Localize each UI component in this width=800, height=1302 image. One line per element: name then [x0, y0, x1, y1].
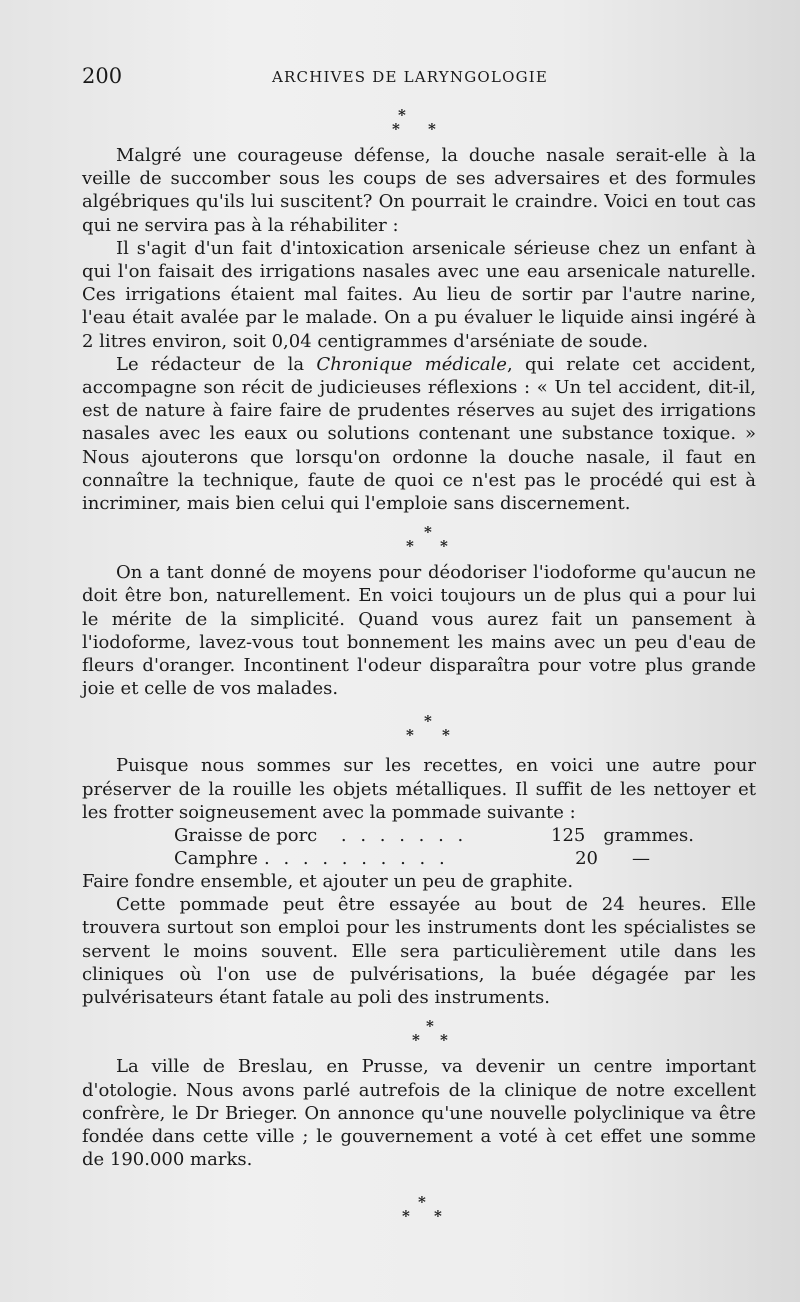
asterism-star: *	[440, 537, 448, 556]
section-recette	[82, 754, 756, 1009]
asterism-star: *	[428, 120, 436, 138]
recipe-leader-dots: . . . . . . . . . .	[264, 848, 449, 870]
section-separator	[82, 1191, 756, 1231]
asterism-star: *	[424, 523, 432, 542]
asterism-star: *	[392, 120, 400, 138]
running-title: ARCHIVES DE LARYNGOLOGIE	[272, 68, 549, 86]
recipe-row	[174, 847, 694, 870]
asterism-star: *	[406, 537, 414, 556]
paragraph: Puisque nous sommes sur les recettes, en voici une autre pour préserver de la rouille les objets métalliques. Il suffit de les nettoyer et les frotter soigneusement avec la pommade suivante :	[82, 755, 756, 823]
text-run: Le rédacteur de la	[116, 353, 317, 375]
recipe-leader-dots: . . . . . . .	[340, 825, 468, 847]
section-separator	[82, 710, 756, 750]
asterism-star: *	[398, 106, 406, 124]
asterism-star: *	[402, 1207, 410, 1226]
recipe-quantity: 20	[575, 848, 598, 870]
asterism-star: *	[434, 1207, 442, 1226]
asterism-star: *	[406, 726, 414, 745]
journal-title: Chronique médicale	[316, 353, 507, 375]
recipe-row	[174, 824, 694, 847]
page-number: 200	[82, 64, 123, 88]
asterism-star: *	[442, 726, 450, 745]
recipe-unit: grammes.	[603, 825, 694, 847]
paragraph: La ville de Breslau, en Prusse, va devenir un centre important d'otologie. Nous avons parlé autrefois de la clinique de notre excellent confrère, le Dr Brieger. On annonce qu'une nouvelle polyclinique va être fondée dans cette ville ; le gouvernement a voté à cet effet une somme de 190.000 marks.	[82, 1056, 756, 1171]
recipe-list	[82, 824, 756, 870]
recipe-ingredient: Graisse de porc	[174, 825, 318, 847]
paragraph: Faire fondre ensemble, et ajouter un peu de graphite.	[82, 871, 574, 893]
paragraph: Cette pommade peut être essayée au bout de 24 heures. Elle trouvera surtout son emploi pour les instruments dont les spécialistes se servent le moins souvent. Elle sera particulièrement utile dans les cliniques où l'on use de pulvérisations, la buée dégagée par les pulvérisateurs étant fatale au poli des instruments.	[82, 894, 756, 1009]
asterism-star: *	[440, 1031, 448, 1050]
page-header	[82, 64, 756, 94]
section-breslau	[82, 1055, 756, 1171]
paragraph: Malgré une courageuse défense, la douche nasale serait-elle à la veille de succomber sous les coups de ses adversaires et des formules algébriques qu'ils lui suscitent? On pourrait le craindre. Voici en tout cas qui ne servira pas à la réhabiliter :	[82, 145, 756, 236]
section-separator	[82, 104, 756, 144]
asterism-star: *	[418, 1193, 426, 1212]
paragraph	[82, 353, 756, 515]
asterism-star: *	[424, 712, 432, 731]
section-iodoforme	[82, 561, 756, 700]
recipe-quantity: 125	[551, 825, 586, 847]
asterism-star: *	[426, 1017, 434, 1036]
paragraph: On a tant donné de moyens pour déodoriser l'iodoforme qu'aucun ne doit être bon, naturellement. En voici toujours un de plus qui a pour lui le mérite de la simplicité. Quand vous aurez fait un pansement à l'iodoforme, lavez-vous tout bonnement les mains avec un peu d'eau de fleurs d'oranger. Incontinent l'odeur disparaîtra pour votre plus grande joie et celle de vos malades.	[82, 562, 756, 700]
text-run: , qui relate cet accident, accompagne son récit de judicieuses réflexions : « Un tel accident, dit-il, est de nature à faire faire de prudentes réserves au sujet des irrigations nasales avec les eaux ou solutions contenant une substance toxique. » Nous ajouterons que lorsqu'on ordonne la douche nasale, il faut en connaître la technique, faute de quoi ce n'est pas le procédé qui est à incriminer, mais bien celui qui l'emploie sans discernement.	[82, 353, 756, 515]
recipe-unit: —	[632, 848, 650, 870]
recipe-ingredient: Camphre	[174, 848, 258, 870]
section-douche-nasale	[82, 144, 756, 515]
section-separator	[82, 521, 756, 561]
asterism-star: *	[412, 1031, 420, 1050]
section-separator	[82, 1015, 756, 1055]
paragraph: Il s'agit d'un fait d'intoxication arsenicale sérieuse chez un enfant à qui l'on faisait des irrigations nasales avec une eau arsenicale naturelle. Ces irrigations étaient mal faites. Au lieu de sortir par l'autre narine, l'eau était avalée par le malade. On a pu évaluer le liquide ainsi ingéré à 2 litres environ, soit 0,04 centigrammes d'arséniate de soude.	[82, 237, 756, 352]
